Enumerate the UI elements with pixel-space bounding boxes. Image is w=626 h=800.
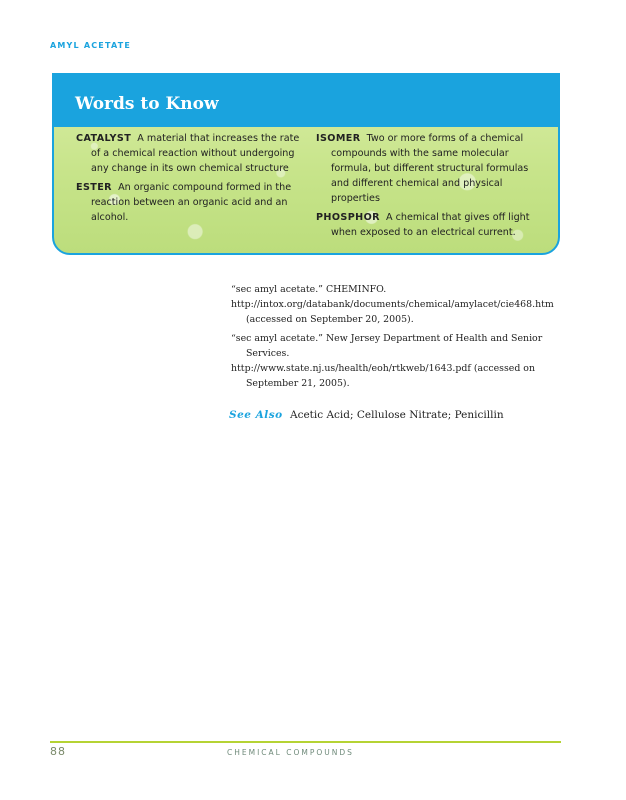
glossary-definition: An organic compound formed in the reaction between an organic acid and an alcohol. xyxy=(91,182,292,223)
glossary-entry xyxy=(76,131,304,176)
words-to-know-title: Words to Know xyxy=(75,94,219,114)
glossary-term: ESTER xyxy=(76,182,112,193)
see-also-label: See Also xyxy=(229,409,283,421)
reference-text: “sec amyl acetate.” New Jersey Department of Health and Senior Services. xyxy=(231,333,543,359)
reference-text: “sec amyl acetate.” CHEMINFO. xyxy=(231,284,387,295)
reference-url[interactable]: http://www.state.nj.us/health/eoh/rtkweb/1643.pdf (accessed on September 21, 2005). xyxy=(231,363,535,389)
glossary-definition: A chemical that gives off light when exposed to an electrical current. xyxy=(331,212,530,238)
references xyxy=(231,282,561,395)
page-number: 88 xyxy=(50,745,66,758)
glossary-term: PHOSPHOR xyxy=(316,212,380,223)
glossary-entry xyxy=(76,180,304,225)
reference-url[interactable]: http://intox.org/databank/documents/chemical/amylacet/cie468.htm (accessed on September 20, 2005). xyxy=(231,299,554,325)
glossary-entry xyxy=(316,210,538,240)
glossary-entry xyxy=(316,131,538,206)
glossary-definition: A material that increases the rate of a chemical reaction without undergoing any change in its own chemical structure xyxy=(91,133,300,174)
footer-book-title: CHEMICAL COMPOUNDS xyxy=(227,748,354,757)
see-also-items: Acetic Acid; Cellulose Nitrate; Penicillin xyxy=(290,409,504,421)
glossary-term: CATALYST xyxy=(76,133,132,144)
running-head: AMYL ACETATE xyxy=(50,41,132,50)
reference-item xyxy=(231,282,561,327)
footer-divider xyxy=(50,741,561,743)
glossary-column-left xyxy=(76,131,304,229)
see-also xyxy=(229,409,504,421)
reference-item xyxy=(231,331,561,391)
words-to-know-box xyxy=(52,73,560,255)
glossary-term: ISOMER xyxy=(316,133,361,144)
glossary-column-right xyxy=(316,131,538,244)
glossary-definition: Two or more forms of a chemical compounds with the same molecular formula, but different structural formulas and different chemical and physical properties xyxy=(331,133,529,204)
